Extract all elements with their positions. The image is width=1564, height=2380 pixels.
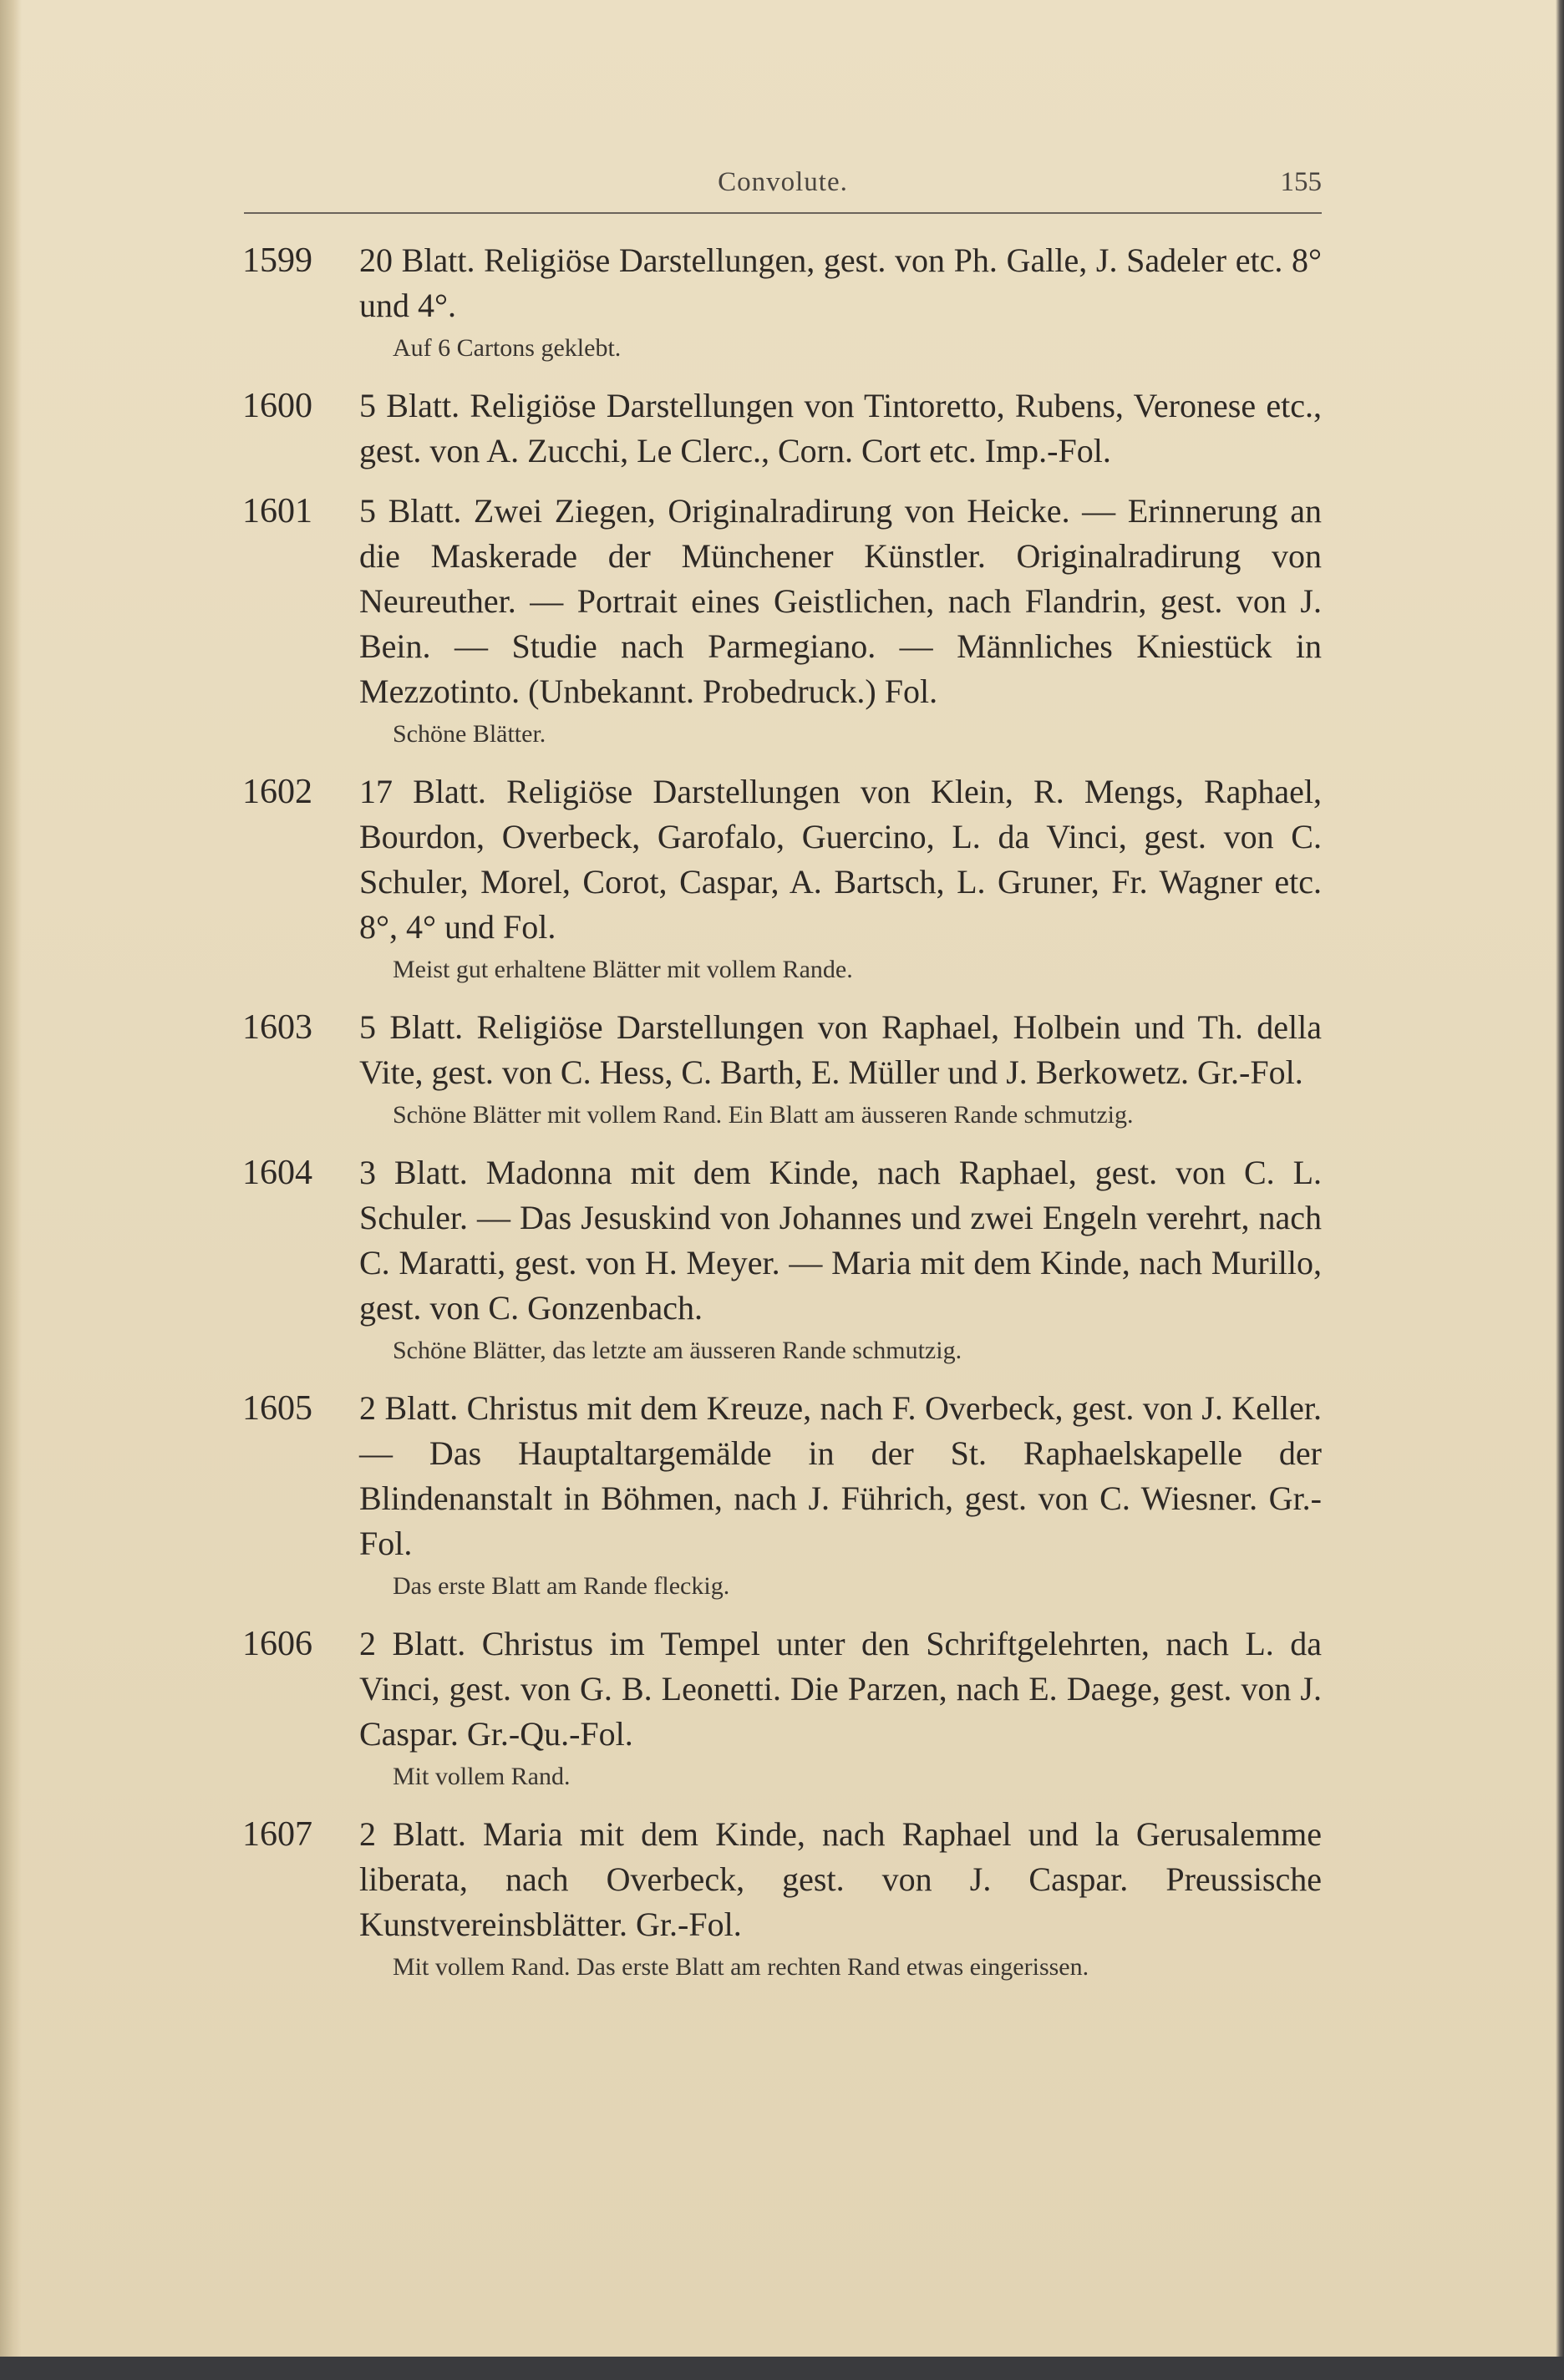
lot-note: Mit vollem Rand. Das erste Blatt am rechten Rand etwas eingerissen. [393, 1953, 1089, 1981]
lot-number: 1607 [242, 1815, 312, 1854]
lot-note: Mit vollem Rand. [393, 1763, 571, 1790]
catalog-entry [242, 238, 1322, 368]
page-number: 155 [1280, 167, 1322, 197]
lot-number: 1605 [242, 1389, 312, 1428]
lot-description: 5 Blatt. Religiöse Darstellungen von Tintoretto, Rubens, Veronese etc., gest. von A. Zucchi, Le Clerc., Corn. Cort etc. Imp.-Fol. [359, 387, 1322, 469]
header-title: Convolute. [718, 167, 848, 197]
catalog-entry [242, 1005, 1322, 1135]
header-rule [244, 212, 1322, 214]
catalog-entry [242, 383, 1322, 474]
lot-note: Das erste Blatt am Rande fleckig. [393, 1572, 730, 1600]
lot-note: Auf 6 Cartons geklebt. [393, 334, 622, 362]
lot-number: 1604 [242, 1154, 312, 1192]
lot-description: 2 Blatt. Christus im Tempel unter den Schriftgelehrten, nach L. da Vinci, gest. von G. B. Leonetti. Die Parzen, nach E. Daege, gest. von J. Caspar. Gr.-Qu.-Fol. [359, 1625, 1322, 1753]
lot-description: 5 Blatt. Zwei Ziegen, Originalradirung von Heicke. — Erinnerung an die Maskerade der Münchener Künstler. Originalradirung von Neureuther. — Portrait eines Geistlichen, nach Flandrin, gest. von J. Bein. — Studie nach Parmegiano. — Männliches Kniestück in Mezzotinto. (Unbekannt. Probedruck.) Fol. [359, 492, 1322, 710]
catalog-entry [242, 769, 1322, 990]
binding-edge [0, 0, 22, 2380]
lot-number: 1602 [242, 773, 312, 811]
lot-description: 17 Blatt. Religiöse Darstellungen von Klein, R. Mengs, Raphael, Bourdon, Overbeck, Garofalo, Guercino, L. da Vinci, gest. von C. Schuler, Morel, Corot, Caspar, A. Bartsch, L. Gruner, Fr. Wagner etc. 8°, 4° und Fol. [359, 773, 1322, 946]
catalog-entry [242, 1621, 1322, 1797]
lot-note: Schöne Blätter. [393, 720, 546, 748]
lot-description: 5 Blatt. Religiöse Darstellungen von Raphael, Holbein und Th. della Vite, gest. von C. Hess, C. Barth, E. Müller und J. Berkowetz. Gr.-Fol. [359, 1008, 1322, 1091]
lot-description: 2 Blatt. Christus mit dem Kreuze, nach F. Overbeck, gest. von J. Keller. — Das Hauptaltargemälde in der St. Raphaelskapelle der Blindenanstalt in Böhmen, nach J. Führich, gest. von C. Wiesner. Gr.-Fol. [359, 1389, 1322, 1562]
lot-number: 1601 [242, 492, 312, 530]
lot-number: 1606 [242, 1625, 312, 1663]
catalog-entry [242, 1812, 1322, 1987]
lot-number: 1603 [242, 1008, 312, 1047]
running-header [244, 165, 1322, 216]
catalog-entry [242, 489, 1322, 754]
lot-number: 1599 [242, 241, 312, 280]
lot-description: 3 Blatt. Madonna mit dem Kinde, nach Raphael, gest. von C. L. Schuler. — Das Jesuskind von Johannes und zwei Engeln verehrt, nach C. Maratti, gest. von H. Meyer. — Maria mit dem Kinde, nach Murillo, gest. von C. Gonzenbach. [359, 1154, 1322, 1327]
lot-number: 1600 [242, 387, 312, 425]
lot-note: Meist gut erhaltene Blätter mit vollem Rande. [393, 956, 853, 983]
lot-description: 20 Blatt. Religiöse Darstellungen, gest. von Ph. Galle, J. Sadeler etc. 8° und 4°. [359, 241, 1322, 324]
lot-note: Schöne Blätter, das letzte am äusseren Rande schmutzig. [393, 1337, 962, 1364]
catalog-entries [242, 238, 1322, 1987]
lot-note: Schöne Blätter mit vollem Rand. Ein Blatt am äusseren Rande schmutzig. [393, 1101, 1134, 1129]
catalog-entry [242, 1150, 1322, 1371]
page-right-edge [1556, 0, 1564, 2380]
catalog-entry [242, 1386, 1322, 1606]
scan-bottom-edge [0, 2357, 1564, 2380]
lot-description: 2 Blatt. Maria mit dem Kinde, nach Raphael und la Gerusalemme liberata, nach Overbeck, gest. von J. Caspar. Preussische Kunstvereinsblätter. Gr.-Fol. [359, 1815, 1322, 1943]
